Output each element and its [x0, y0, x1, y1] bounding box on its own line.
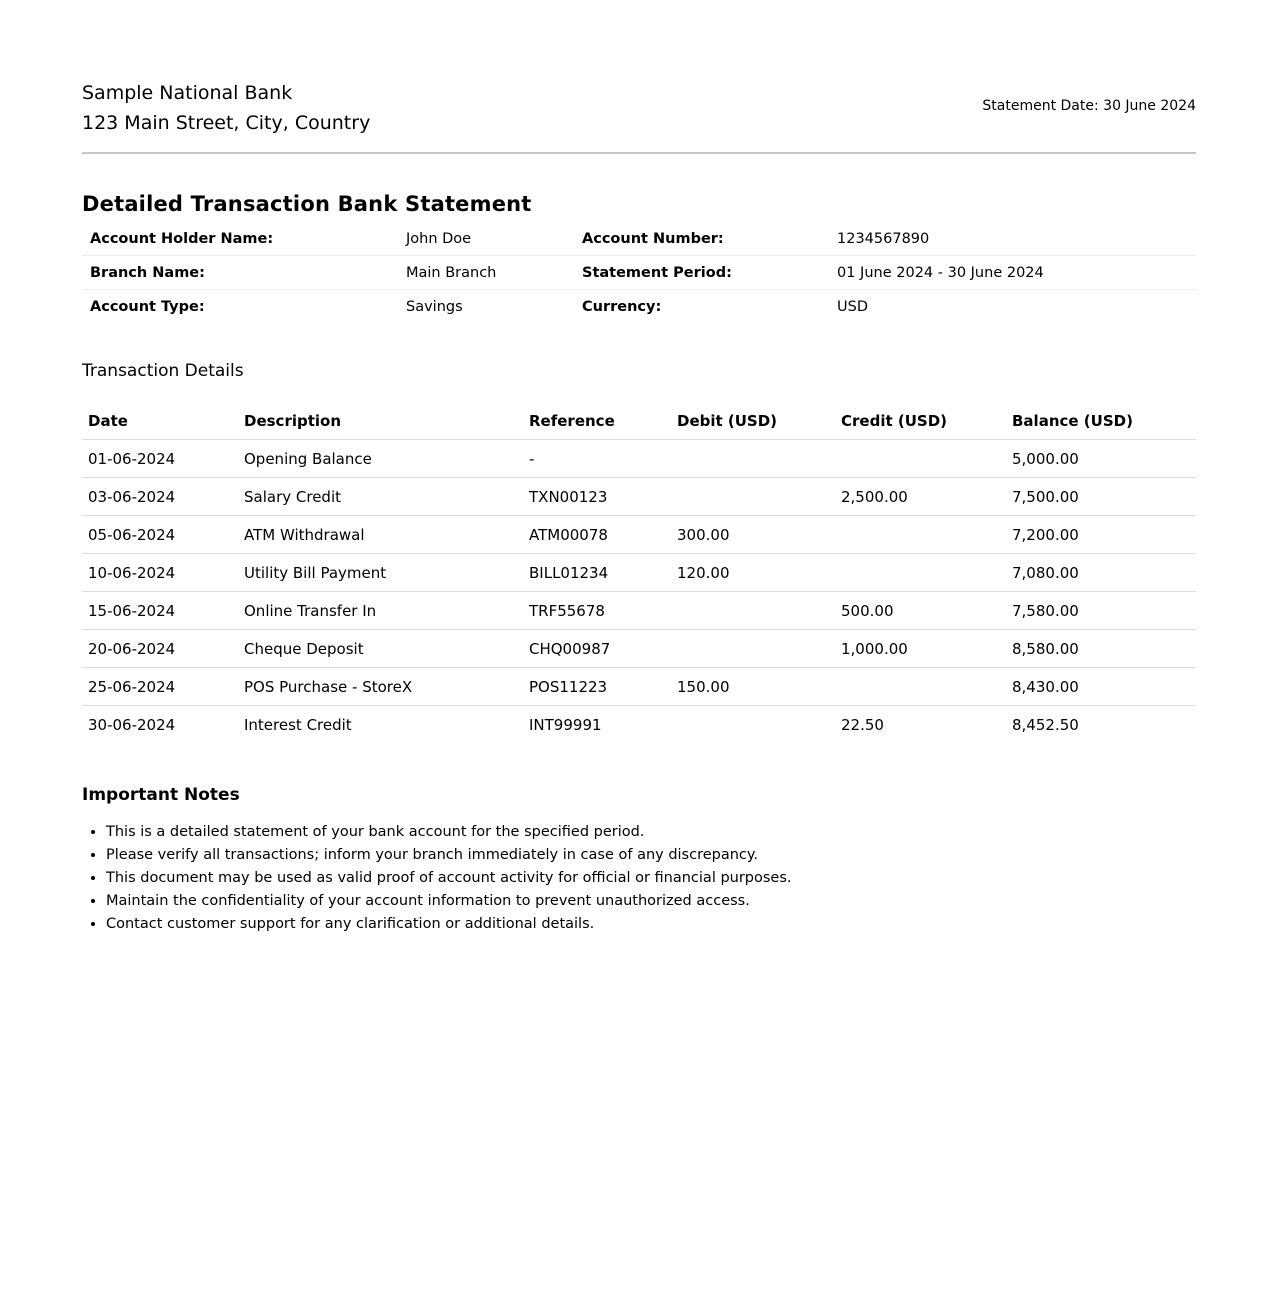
- statement-header: [82, 78, 1196, 154]
- cell-reference: CHQ00987: [523, 630, 671, 668]
- cell-credit: 2,500.00: [835, 478, 1006, 516]
- statement-period-value: 01 June 2024 - 30 June 2024: [829, 256, 1196, 290]
- cell-date: 01-06-2024: [82, 440, 238, 478]
- account-holder-label: Account Holder Name:: [82, 222, 398, 256]
- cell-credit: [835, 554, 1006, 592]
- account-type-label: Account Type:: [90, 298, 205, 315]
- cell-debit: [671, 706, 835, 744]
- cell-credit: 500.00: [835, 592, 1006, 630]
- table-row: [82, 668, 1196, 706]
- transactions-table: [82, 403, 1196, 743]
- cell-date: 03-06-2024: [82, 478, 238, 516]
- cell-debit: 300.00: [671, 516, 835, 554]
- cell-balance: 8,452.50: [1012, 715, 1079, 734]
- table-row: [82, 592, 1196, 630]
- account-info-row: [82, 290, 1196, 324]
- account-info-row: [82, 222, 1196, 256]
- cell-balance: 7,580.00: [1006, 592, 1196, 630]
- bank-address: 123 Main Street, City, Country: [82, 112, 371, 134]
- cell-balance: 8,430.00: [1006, 668, 1196, 706]
- cell-description: Interest Credit: [244, 715, 352, 734]
- column-header-date: Date: [82, 403, 238, 440]
- account-type-value: Savings: [406, 298, 463, 315]
- important-notes-list: [82, 821, 1196, 936]
- document-title: Detailed Transaction Bank Statement: [82, 192, 532, 216]
- cell-date: 30-06-2024: [88, 715, 176, 734]
- list-item: • Contact customer support for any clarification or additional details.: [106, 913, 1196, 936]
- account-number-value: 1234567890: [829, 222, 1196, 256]
- cell-date: 10-06-2024: [82, 554, 238, 592]
- cell-reference: ATM00078: [523, 516, 671, 554]
- cell-date: 20-06-2024: [82, 630, 238, 668]
- list-item: • Please verify all transactions; inform your branch immediately in case of any discrepancy.: [106, 844, 1196, 867]
- cell-description: Utility Bill Payment: [238, 554, 523, 592]
- table-row: [82, 554, 1196, 592]
- column-header-reference: Reference: [523, 403, 671, 440]
- cell-date: 25-06-2024: [82, 668, 238, 706]
- cell-description: Online Transfer In: [238, 592, 523, 630]
- cell-date: 05-06-2024: [82, 516, 238, 554]
- cell-description: Cheque Deposit: [238, 630, 523, 668]
- column-header-credit: Credit (USD): [835, 403, 1006, 440]
- important-notes-title: Important Notes: [82, 785, 240, 805]
- cell-debit: [671, 440, 835, 478]
- table-row: [82, 630, 1196, 668]
- list-item: • This document may be used as valid proof of account activity for official or financial purposes.: [106, 867, 1196, 890]
- cell-reference: INT99991: [529, 715, 602, 734]
- cell-reference: POS11223: [523, 668, 671, 706]
- account-info-row: [82, 256, 1196, 290]
- cell-reference: TRF55678: [523, 592, 671, 630]
- statement-period-label: Statement Period:: [574, 256, 829, 290]
- statement-page: [82, 0, 1196, 936]
- cell-debit: [671, 478, 835, 516]
- table-row: [82, 440, 1196, 478]
- cell-balance: 7,080.00: [1006, 554, 1196, 592]
- table-row: [82, 478, 1196, 516]
- cell-reference: -: [523, 440, 671, 478]
- table-row: [82, 706, 1196, 744]
- currency-value: USD: [837, 298, 868, 315]
- cell-reference: TXN00123: [523, 478, 671, 516]
- currency-label: Currency:: [582, 298, 662, 315]
- transaction-details-title: Transaction Details: [82, 361, 244, 381]
- cell-credit: 22.50: [841, 715, 884, 734]
- cell-description: ATM Withdrawal: [238, 516, 523, 554]
- cell-description: POS Purchase - StoreX: [238, 668, 523, 706]
- account-info-table: [82, 222, 1196, 323]
- cell-debit: 150.00: [671, 668, 835, 706]
- cell-credit: [835, 668, 1006, 706]
- cell-reference: BILL01234: [523, 554, 671, 592]
- cell-description: Salary Credit: [238, 478, 523, 516]
- cell-balance: 7,500.00: [1006, 478, 1196, 516]
- account-holder-value: John Doe: [398, 222, 574, 256]
- column-header-balance: Balance (USD): [1006, 403, 1196, 440]
- list-item: • This is a detailed statement of your bank account for the specified period.: [106, 821, 1196, 844]
- branch-name-value: Main Branch: [398, 256, 574, 290]
- cell-debit: [671, 630, 835, 668]
- cell-debit: 120.00: [671, 554, 835, 592]
- cell-balance: 7,200.00: [1006, 516, 1196, 554]
- bank-name: Sample National Bank: [82, 82, 293, 104]
- table-row: [82, 516, 1196, 554]
- branch-name-label: Branch Name:: [82, 256, 398, 290]
- column-header-debit: Debit (USD): [671, 403, 835, 440]
- cell-description: Opening Balance: [238, 440, 523, 478]
- cell-credit: [835, 516, 1006, 554]
- cell-balance: 5,000.00: [1006, 440, 1196, 478]
- cell-balance: 8,580.00: [1006, 630, 1196, 668]
- list-item: • Maintain the confidentiality of your account information to prevent unauthorized access.: [106, 890, 1196, 913]
- table-header-row: [82, 403, 1196, 440]
- cell-credit: [835, 440, 1006, 478]
- cell-date: 15-06-2024: [82, 592, 238, 630]
- account-number-label: Account Number:: [574, 222, 829, 256]
- column-header-description: Description: [238, 403, 523, 440]
- cell-debit: [671, 592, 835, 630]
- cell-credit: 1,000.00: [835, 630, 1006, 668]
- statement-date: Statement Date: 30 June 2024: [982, 98, 1196, 114]
